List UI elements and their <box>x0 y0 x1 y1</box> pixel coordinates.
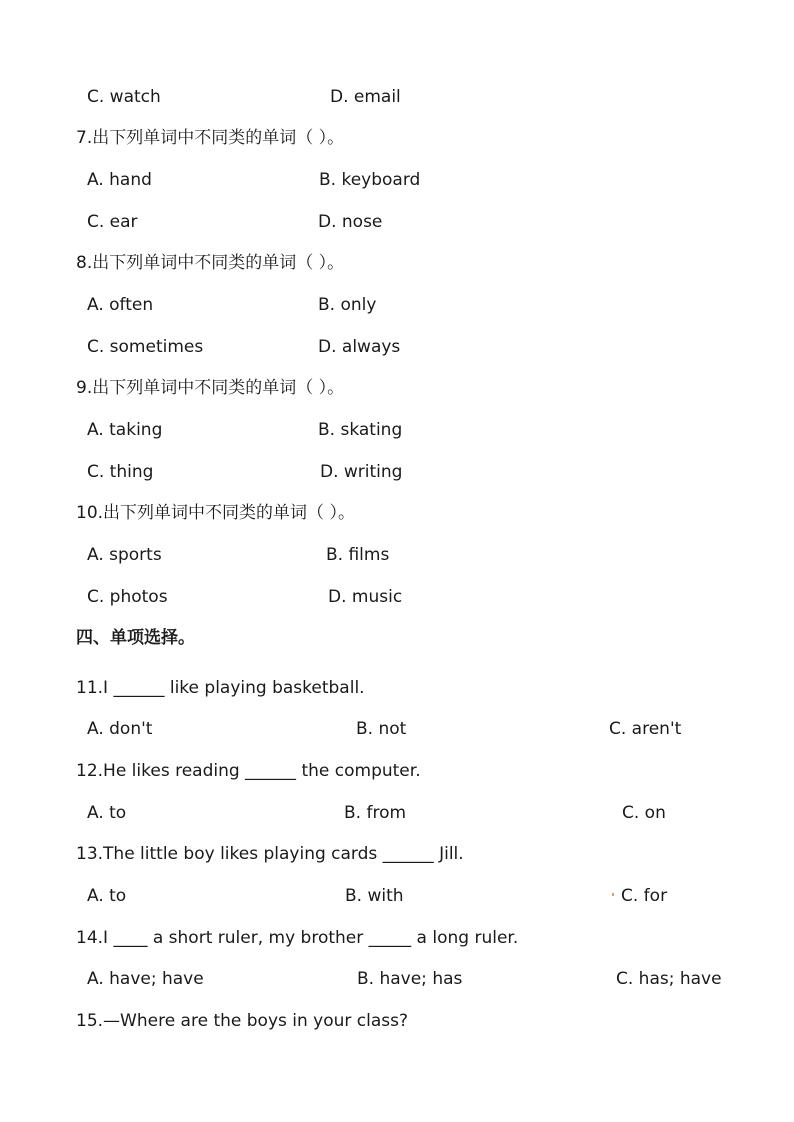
q9-option-d: D. writing <box>320 462 403 482</box>
q13-option-c: C. for <box>621 886 668 906</box>
q9-option-b: B. skating <box>318 420 403 440</box>
q6-option-d: D. email <box>330 87 401 107</box>
q14-stem: 14.I ____ a short ruler, my brother _____ a long ruler. <box>76 928 519 948</box>
q7-option-b: B. keyboard <box>319 170 421 190</box>
q10-option-d: D. music <box>328 587 403 607</box>
q10-option-c: C. photos <box>87 587 168 607</box>
q7-option-c: C. ear <box>87 212 138 232</box>
q8-option-a: A. often <box>87 295 154 315</box>
q13-stem: 13.The little boy likes playing cards ______ Jill. <box>76 844 464 864</box>
q8-option-b: B. only <box>318 295 377 315</box>
q10-option-a: A. sports <box>87 545 162 565</box>
q7-stem: 7.出下列单词中不同类的单词（ ）。 <box>76 128 345 148</box>
q8-stem: 8.出下列单词中不同类的单词（ ）。 <box>76 253 345 273</box>
q11-option-a: A. don't <box>87 719 153 739</box>
q15-stem: 15.—Where are the boys in your class? <box>76 1011 409 1031</box>
q14-option-a: A. have; have <box>87 969 204 989</box>
q9-option-c: C. thing <box>87 462 154 482</box>
q14-option-c: C. has; have <box>616 969 722 989</box>
q9-option-a: A. taking <box>87 420 163 440</box>
q13-option-b: B. with <box>345 886 404 906</box>
q9-stem: 9.出下列单词中不同类的单词（ ）。 <box>76 378 345 398</box>
q12-stem: 12.He likes reading ______ the computer. <box>76 761 421 781</box>
stray-ink-mark <box>612 893 614 896</box>
q11-option-b: B. not <box>356 719 407 739</box>
q8-option-d: D. always <box>318 337 401 357</box>
q7-option-d: D. nose <box>318 212 383 232</box>
q11-stem: 11.I ______ like playing basketball. <box>76 678 365 698</box>
q14-option-b: B. have; has <box>357 969 463 989</box>
q6-option-c: C. watch <box>87 87 161 107</box>
section-heading: 四、单项选择。 <box>76 628 195 648</box>
q12-option-b: B. from <box>344 803 407 823</box>
q7-option-a: A. hand <box>87 170 152 190</box>
q10-stem: 10.出下列单词中不同类的单词（ ）。 <box>76 503 355 523</box>
q12-option-c: C. on <box>622 803 666 823</box>
q10-option-b: B. films <box>326 545 390 565</box>
q11-option-c: C. aren't <box>609 719 682 739</box>
q13-option-a: A. to <box>87 886 127 906</box>
q12-option-a: A. to <box>87 803 127 823</box>
q8-option-c: C. sometimes <box>87 337 204 357</box>
